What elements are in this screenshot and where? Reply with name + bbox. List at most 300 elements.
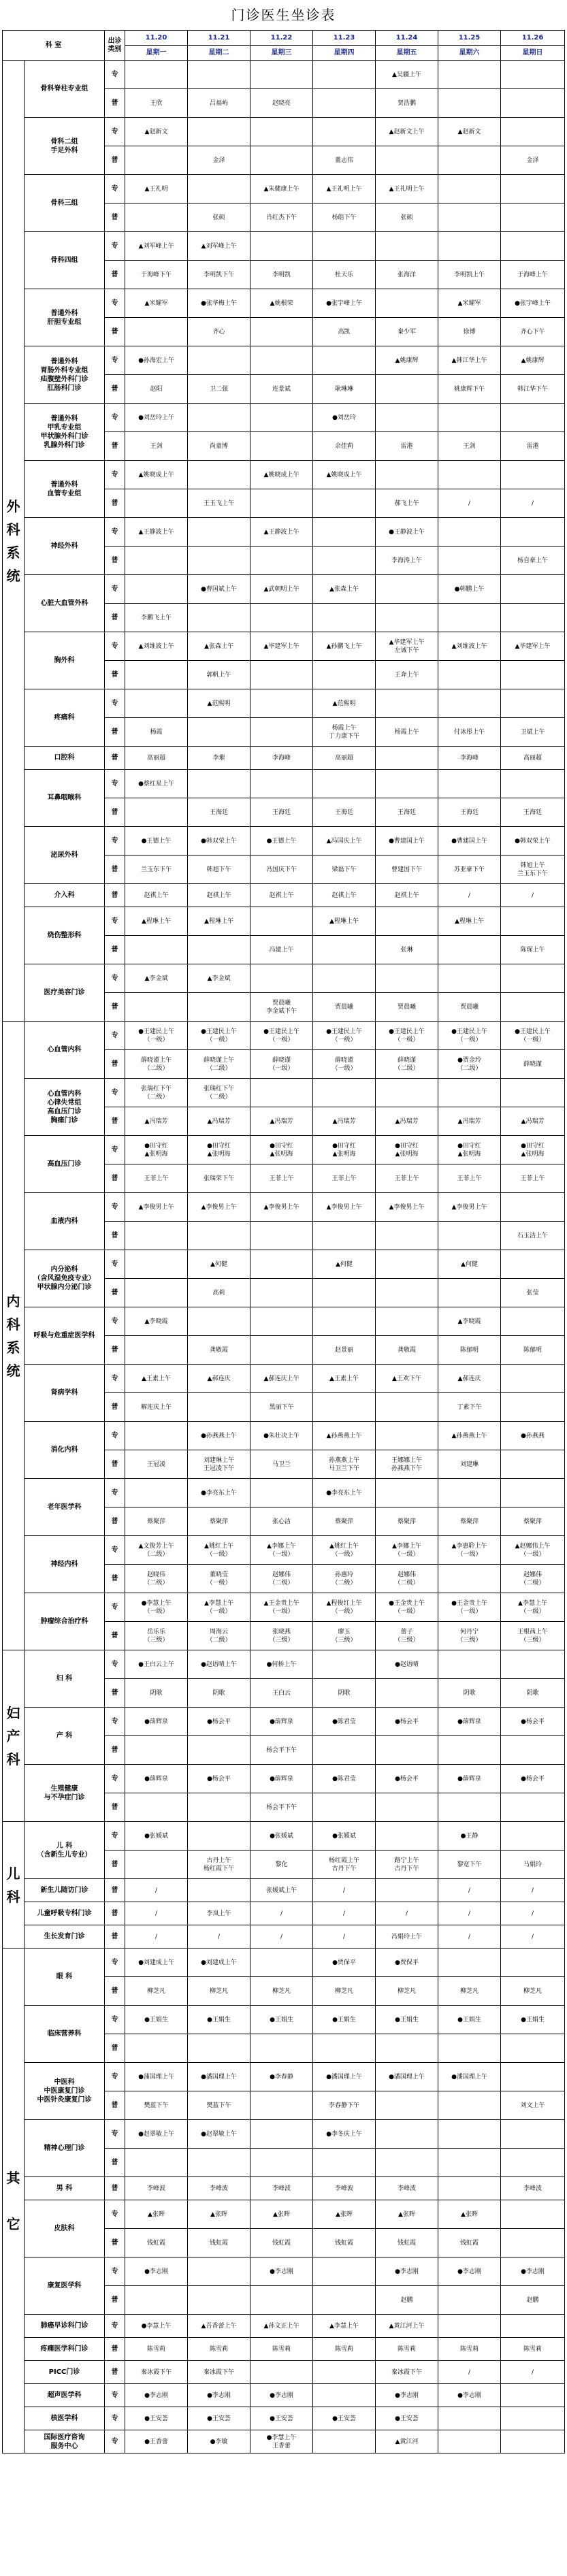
schedule-cell: ●李慧上午 （一级）: [125, 1593, 188, 1622]
schedule-cell: 李峰波: [376, 2177, 438, 2200]
schedule-cell: ▲李慧上午 （一级）: [501, 1593, 565, 1622]
department-name: 肺癌早诊科门诊: [25, 2315, 105, 2338]
schedule-cell: [188, 2286, 250, 2315]
visit-type: 普: [105, 1879, 125, 1902]
schedule-cell: ▲米耀军: [125, 289, 188, 318]
schedule-cell: [125, 203, 188, 232]
schedule-cell: 王冠凌: [125, 1450, 188, 1479]
visit-type: 专: [105, 770, 125, 798]
category-label: [3, 1650, 25, 1822]
visit-type: 专: [105, 175, 125, 203]
department-name: 介入科: [25, 884, 105, 907]
schedule-cell: [501, 461, 565, 489]
schedule-cell: ▲张森上午: [313, 575, 376, 604]
table-row: [3, 2384, 565, 2407]
schedule-cell: [438, 2430, 501, 2453]
schedule-cell: 王海廷: [188, 798, 250, 827]
schedule-cell: 赵鹏: [376, 2286, 438, 2315]
schedule-cell: [188, 461, 250, 489]
schedule-cell: 钱虹霞: [313, 2229, 376, 2257]
schedule-cell: 韩江华下午: [501, 375, 565, 404]
schedule-cell: 王玉飞上午: [188, 489, 250, 518]
schedule-cell: ●王娟生: [250, 2006, 313, 2034]
schedule-cell: ▲姚康辉: [376, 346, 438, 375]
visit-type: 普: [105, 1450, 125, 1479]
schedule-cell: 高丽超: [313, 747, 376, 770]
schedule-cell: [313, 2286, 376, 2315]
schedule-cell: ▲王金贵上午 （一级）: [250, 1593, 313, 1622]
schedule-cell: 马娟玲: [501, 1851, 565, 1879]
schedule-cell: ●张媛斌: [313, 1822, 376, 1851]
schedule-cell: ▲程琳上午: [188, 907, 250, 936]
schedule-cell: 王菲上午: [438, 1164, 501, 1193]
department-name: 男 科: [25, 2177, 105, 2200]
visit-type: 普: [105, 432, 125, 461]
schedule-cell: [250, 1479, 313, 1507]
schedule-cell: 金泽: [501, 146, 565, 175]
table-row: [3, 747, 565, 770]
schedule-cell: ●刘建成上午: [188, 1949, 250, 1977]
schedule-cell: ▲郝连庆上午: [250, 1365, 313, 1393]
schedule-cell: ▲姚红上午 （一级）: [313, 1536, 376, 1565]
schedule-cell: [250, 1222, 313, 1250]
schedule-cell: [501, 61, 565, 89]
schedule-cell: ▲何健: [188, 1250, 250, 1279]
visit-type: 专: [105, 232, 125, 261]
table-row: [3, 2257, 565, 2286]
schedule-cell: 解连庆上午: [125, 1393, 188, 1422]
schedule-cell: [438, 61, 501, 89]
visit-type: 普: [105, 1336, 125, 1365]
schedule-cell: 高凯: [313, 318, 376, 346]
schedule-cell: [438, 1793, 501, 1822]
table-row: [3, 175, 565, 203]
table-row: [3, 2063, 565, 2091]
schedule-cell: ●刘岳玲上午: [125, 404, 188, 432]
visit-type: 普: [105, 1925, 125, 1949]
schedule-cell: ●刘岳玲: [313, 404, 376, 432]
schedule-cell: 张莹: [501, 1279, 565, 1307]
schedule-cell: [188, 1822, 250, 1851]
schedule-cell: 王海廷: [438, 798, 501, 827]
schedule-cell: [438, 1949, 501, 1977]
schedule-cell: [188, 604, 250, 632]
header-weekday: 星期三: [250, 46, 313, 61]
schedule-cell: 赵祺上午: [188, 884, 250, 907]
schedule-cell: /: [376, 1902, 438, 1925]
schedule-cell: ●薛辉泉: [438, 1765, 501, 1793]
schedule-cell: 秦冰霞下午: [188, 2361, 250, 2384]
visit-type: 普: [105, 936, 125, 964]
schedule-cell: ▲毕建军上午 左诚下午: [376, 632, 438, 661]
schedule-cell: ●刘建成上午: [125, 1949, 188, 1977]
schedule-cell: [438, 2286, 501, 2315]
schedule-cell: ▲冯瑞芳: [188, 1107, 250, 1136]
schedule-cell: ●李春静: [250, 2063, 313, 2091]
visit-type: 专: [105, 575, 125, 604]
schedule-cell: ▲王静波上午: [125, 518, 188, 547]
schedule-cell: 孙惠玲 （二级）: [313, 1565, 376, 1593]
schedule-cell: ●王静: [438, 1822, 501, 1851]
schedule-cell: [501, 203, 565, 232]
schedule-cell: [501, 1079, 565, 1107]
schedule-cell: 赵景丽: [313, 1336, 376, 1365]
visit-type: 专: [105, 1765, 125, 1793]
schedule-cell: ▲姚晓成上午: [125, 461, 188, 489]
visit-type: 专: [105, 827, 125, 855]
schedule-cell: /: [501, 1902, 565, 1925]
schedule-cell: ●赵语晴: [376, 1650, 438, 1679]
schedule-cell: 张晓燕 （三级）: [250, 1622, 313, 1650]
department-name: 呼吸与危重症医学科: [25, 1307, 105, 1365]
schedule-cell: ●王娟生: [438, 2006, 501, 2034]
schedule-cell: [313, 1736, 376, 1765]
schedule-cell: /: [125, 1925, 188, 1949]
schedule-cell: ▲李晓霞: [125, 1307, 188, 1336]
schedule-cell: 黑丽下午: [250, 1393, 313, 1422]
schedule-cell: ●蒲国理上午: [125, 2063, 188, 2091]
category-label: [3, 1022, 25, 1650]
schedule-cell: 王菲上午: [250, 1164, 313, 1193]
header-date: 11.20: [125, 31, 188, 46]
header-date-row: [3, 31, 565, 46]
schedule-cell: ▲吾香蕾上午: [188, 2315, 250, 2338]
schedule-cell: 李峰波: [501, 2177, 565, 2200]
schedule-cell: [438, 770, 501, 798]
schedule-cell: 曹建国下午: [376, 855, 438, 884]
schedule-cell: [376, 747, 438, 770]
department-name: 皮肤科: [25, 2200, 105, 2257]
department-name: 骨科脊柱专业组: [25, 61, 105, 118]
schedule-cell: /: [313, 1925, 376, 1949]
schedule-cell: ▲刘维波上午: [125, 632, 188, 661]
header-date: 11.23: [313, 31, 376, 46]
schedule-cell: ●李志刚: [376, 2257, 438, 2286]
schedule-cell: [313, 964, 376, 993]
schedule-cell: [125, 575, 188, 604]
table-row: [3, 1822, 565, 1851]
schedule-cell: /: [125, 1902, 188, 1925]
schedule-cell: ●王金贵上午 （一级）: [376, 1593, 438, 1622]
schedule-cell: [313, 1307, 376, 1336]
table-row: [3, 1925, 565, 1949]
schedule-cell: /: [250, 1925, 313, 1949]
schedule-cell: ▲冯瑞芳: [313, 1107, 376, 1136]
schedule-cell: 冯建上午: [250, 936, 313, 964]
schedule-cell: [501, 2200, 565, 2229]
schedule-cell: 王白云: [250, 1679, 313, 1708]
schedule-cell: 蔡聚萍: [501, 1507, 565, 1536]
schedule-cell: ▲毕建军上午: [501, 632, 565, 661]
table-row: [3, 1593, 565, 1622]
schedule-cell: [125, 661, 188, 689]
category-text: 外 科 系 统: [6, 498, 20, 584]
schedule-cell: [125, 1736, 188, 1765]
schedule-cell: 杜天乐: [313, 261, 376, 289]
department-name: 儿童呼吸专科门诊: [25, 1902, 105, 1925]
table-row: [3, 1250, 565, 1279]
department-name: 产 科: [25, 1708, 105, 1765]
header-dept-label: 科 室: [3, 31, 105, 61]
visit-type: 普: [105, 375, 125, 404]
schedule-cell: 郭帆上午: [188, 661, 250, 689]
schedule-cell: ●李志刚: [188, 2384, 250, 2407]
schedule-cell: ▲米耀军: [438, 289, 501, 318]
schedule-cell: /: [438, 1879, 501, 1902]
table-row: [3, 964, 565, 993]
visit-type: 普: [105, 798, 125, 827]
schedule-cell: ▲王素上午: [125, 1365, 188, 1393]
schedule-table: [2, 30, 565, 2453]
table-row: [3, 1650, 565, 1679]
table-row: [3, 1949, 565, 1977]
schedule-cell: [250, 1307, 313, 1336]
schedule-cell: [438, 203, 501, 232]
schedule-cell: ●王建民上午 （一级）: [501, 1022, 565, 1050]
schedule-cell: ▲李慧上午 （一级）: [188, 1593, 250, 1622]
department-name: 妇 科: [25, 1650, 105, 1708]
schedule-cell: ▲李俊男上午: [438, 1193, 501, 1222]
schedule-cell: 尚童博: [188, 432, 250, 461]
schedule-cell: [376, 1679, 438, 1708]
table-row: [3, 1307, 565, 1336]
schedule-cell: [376, 1250, 438, 1279]
schedule-cell: ●韩鹏上午: [438, 575, 501, 604]
table-row: [3, 1902, 565, 1925]
schedule-cell: 秦冰霞下午: [125, 2361, 188, 2384]
department-name: 老年医学科: [25, 1479, 105, 1536]
schedule-cell: 李海峰: [250, 747, 313, 770]
schedule-cell: [188, 2149, 250, 2177]
schedule-cell: 董志伟: [313, 146, 376, 175]
schedule-cell: [313, 661, 376, 689]
schedule-cell: [501, 770, 565, 798]
schedule-cell: 徐博: [438, 318, 501, 346]
schedule-cell: 韩旭下午: [188, 855, 250, 884]
schedule-cell: [376, 689, 438, 718]
schedule-cell: [376, 1079, 438, 1107]
schedule-cell: ▲何健: [313, 1250, 376, 1279]
schedule-cell: 李鹏飞上午: [125, 604, 188, 632]
schedule-cell: 陈雪莉: [188, 2338, 250, 2361]
schedule-cell: ▲李慧上午: [313, 2315, 376, 2338]
schedule-cell: 刘建琳: [438, 1450, 501, 1479]
schedule-cell: ▲李俊男上午: [250, 1193, 313, 1222]
table-row: [3, 632, 565, 661]
schedule-cell: ●何桥上午: [250, 1650, 313, 1679]
department-name: 心血管内科: [25, 1022, 105, 1079]
schedule-cell: /: [501, 1879, 565, 1902]
schedule-cell: ●田守红 ▲张明海: [501, 1136, 565, 1164]
visit-type: 专: [105, 1365, 125, 1393]
schedule-cell: 肖红杰下午: [250, 203, 313, 232]
schedule-cell: ●潘国理上午: [313, 2063, 376, 2091]
schedule-cell: ●张媛斌: [250, 1822, 313, 1851]
schedule-cell: /: [313, 1879, 376, 1902]
schedule-cell: 王欣: [125, 89, 188, 118]
schedule-cell: 高莉: [188, 1279, 250, 1307]
schedule-cell: 阴歌: [313, 1679, 376, 1708]
visit-type: 专: [105, 964, 125, 993]
schedule-cell: 蔡聚萍: [313, 1507, 376, 1536]
schedule-cell: [501, 2063, 565, 2091]
schedule-cell: 王菲上午: [125, 1164, 188, 1193]
schedule-cell: [438, 1565, 501, 1593]
visit-type: 普: [105, 1107, 125, 1136]
schedule-cell: ▲李娜上午 （一级）: [250, 1536, 313, 1565]
schedule-cell: /: [438, 1902, 501, 1925]
schedule-cell: [250, 770, 313, 798]
schedule-cell: ●王建民上午 （一级）: [250, 1022, 313, 1050]
schedule-cell: [250, 2091, 313, 2120]
department-name: 普通外科 肝胆专业组: [25, 289, 105, 346]
schedule-cell: 钱虹霞: [188, 2229, 250, 2257]
schedule-cell: [313, 770, 376, 798]
visit-type: 专: [105, 1193, 125, 1222]
schedule-cell: 赵娜伟 （二级）: [376, 1565, 438, 1593]
schedule-cell: [313, 2384, 376, 2407]
table-row: [3, 289, 565, 318]
schedule-cell: 薛晓谨 （一级）: [313, 1050, 376, 1079]
visit-type: 专: [105, 2200, 125, 2229]
schedule-cell: [188, 1793, 250, 1822]
schedule-cell: [125, 547, 188, 575]
table-row: [3, 1365, 565, 1393]
visit-type: 普: [105, 1902, 125, 1925]
schedule-cell: 阴歌: [125, 1679, 188, 1708]
department-name: 泌尿外科: [25, 827, 105, 884]
schedule-cell: [250, 489, 313, 518]
schedule-cell: 黎化: [250, 1851, 313, 1879]
schedule-cell: ●赵语晴上午: [188, 1650, 250, 1679]
schedule-cell: [501, 2384, 565, 2407]
schedule-cell: 赵鹏: [501, 2286, 565, 2315]
schedule-cell: [188, 118, 250, 146]
schedule-cell: [376, 770, 438, 798]
schedule-cell: [313, 2149, 376, 2177]
schedule-cell: [250, 1279, 313, 1307]
visit-type: 专: [105, 632, 125, 661]
visit-type: 专: [105, 1136, 125, 1164]
schedule-cell: [376, 461, 438, 489]
schedule-cell: ▲赵新文: [438, 118, 501, 146]
table-row: [3, 2338, 565, 2361]
schedule-cell: [376, 2034, 438, 2063]
schedule-cell: ●王建民上午 （一级）: [438, 1022, 501, 1050]
schedule-cell: ●孙燕燕上午: [188, 1422, 250, 1450]
schedule-cell: [501, 993, 565, 1022]
schedule-cell: 韩旭上午 兰玉东下午: [501, 855, 565, 884]
schedule-cell: [313, 518, 376, 547]
schedule-cell: [501, 575, 565, 604]
schedule-cell: [250, 718, 313, 747]
schedule-cell: 薛晓谨上午 （二级）: [188, 1050, 250, 1079]
schedule-cell: [438, 2091, 501, 2120]
schedule-cell: 王剑: [125, 432, 188, 461]
schedule-cell: /: [188, 1925, 250, 1949]
schedule-cell: 张硕: [376, 203, 438, 232]
schedule-cell: /: [438, 1925, 501, 1949]
schedule-cell: 苏亚豪下午: [438, 855, 501, 884]
schedule-cell: 姚康辉下午: [438, 375, 501, 404]
schedule-cell: 李峰波: [188, 2177, 250, 2200]
schedule-cell: ▲冯瑞芳: [125, 1107, 188, 1136]
schedule-cell: ●韩双荣上午: [188, 827, 250, 855]
schedule-cell: 吕福屿: [188, 89, 250, 118]
schedule-cell: ▲冯瑞芳: [376, 1107, 438, 1136]
schedule-cell: [250, 1079, 313, 1107]
schedule-cell: [438, 1222, 501, 1250]
schedule-cell: 李璀: [188, 747, 250, 770]
schedule-cell: [438, 2407, 501, 2430]
schedule-cell: ▲王礼明上午: [313, 175, 376, 203]
schedule-cell: 陈雪莉: [501, 2338, 565, 2361]
schedule-cell: [501, 1393, 565, 1422]
schedule-cell: [125, 146, 188, 175]
schedule-cell: 张媛斌上午: [250, 1879, 313, 1902]
visit-type: 专: [105, 2430, 125, 2453]
schedule-cell: ▲王礼明: [125, 175, 188, 203]
schedule-cell: ●王德上午: [125, 827, 188, 855]
schedule-cell: ●潘国理上午: [188, 2063, 250, 2091]
schedule-cell: /: [501, 489, 565, 518]
visit-type: 专: [105, 289, 125, 318]
department-name: 肾病学科: [25, 1365, 105, 1422]
department-name: 疼痛医学科门诊: [25, 2338, 105, 2361]
schedule-cell: 王海廷: [250, 798, 313, 827]
schedule-cell: 王海廷: [313, 798, 376, 827]
department-name: 口腔科: [25, 747, 105, 770]
visit-type: 专: [105, 1708, 125, 1736]
schedule-cell: ▲范熙明: [313, 689, 376, 718]
visit-type: 专: [105, 118, 125, 146]
schedule-cell: [125, 1279, 188, 1307]
schedule-cell: [125, 2149, 188, 2177]
schedule-cell: [250, 146, 313, 175]
schedule-cell: [376, 1393, 438, 1422]
schedule-cell: [376, 2091, 438, 2120]
schedule-cell: [250, 2361, 313, 2384]
schedule-cell: 薛晓谨 （二级）: [376, 1050, 438, 1079]
schedule-cell: ●孙燕燕: [501, 1422, 565, 1450]
header-date: 11.22: [250, 31, 313, 46]
category-label: [3, 1949, 25, 2453]
schedule-cell: [250, 1250, 313, 1279]
schedule-cell: ●李志刚: [250, 2384, 313, 2407]
page-title: 门诊医生坐诊表: [231, 7, 336, 23]
schedule-cell: [438, 518, 501, 547]
department-name: 中医科 中医康复门诊 中医针灸康复门诊: [25, 2063, 105, 2120]
department-name: 国际医疗咨询 服务中心: [25, 2430, 105, 2453]
table-row: [3, 884, 565, 907]
schedule-cell: 路宁上午 古丹下午: [376, 1851, 438, 1879]
schedule-cell: [125, 993, 188, 1022]
schedule-cell: 连景斌: [250, 375, 313, 404]
category-text: 内 科 系 统: [6, 1292, 20, 1379]
department-name: 烧伤整形科: [25, 907, 105, 964]
category-text: 其 它: [6, 2169, 20, 2232]
visit-type: 普: [105, 661, 125, 689]
schedule-cell: [438, 547, 501, 575]
schedule-cell: 孙燕燕上午 马卫兰下午: [313, 1450, 376, 1479]
table-row: [3, 2315, 565, 2338]
schedule-cell: ●王安荟: [125, 2407, 188, 2430]
visit-type: 普: [105, 1222, 125, 1250]
schedule-cell: 陈琛上午: [501, 936, 565, 964]
schedule-cell: ▲王欢下午: [376, 1365, 438, 1393]
schedule-cell: [188, 718, 250, 747]
category-label: [3, 1822, 25, 1949]
